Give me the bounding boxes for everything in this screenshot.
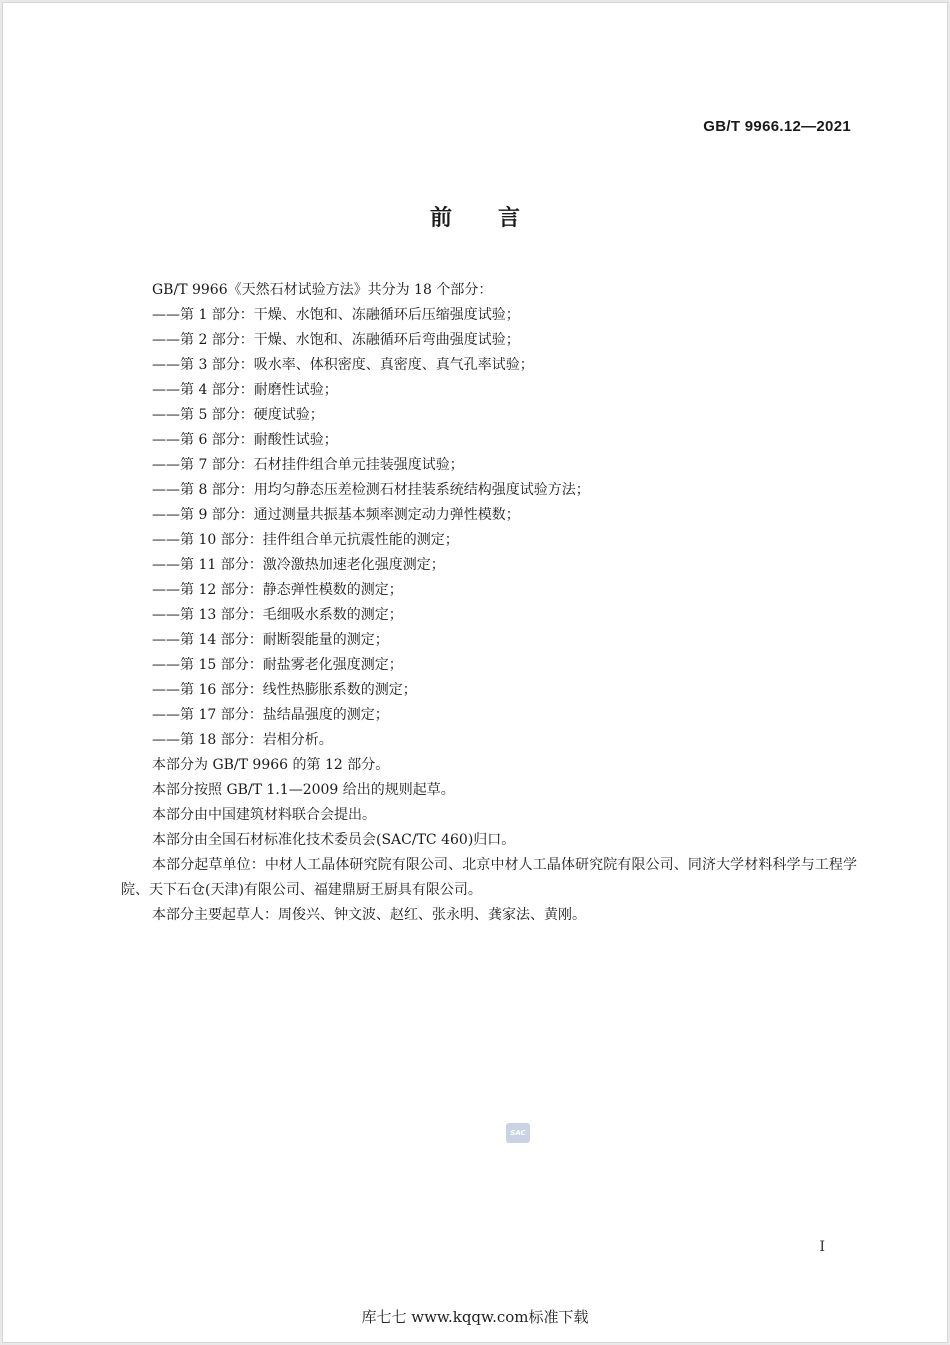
part-item-12: ——第 12 部分：静态弹性模数的测定； xyxy=(152,582,403,598)
part-item-15: ——第 15 部分：耐盐雾老化强度测定； xyxy=(152,657,403,673)
part-item-7: ——第 7 部分：石材挂件组合单元挂装强度试验； xyxy=(152,457,464,473)
standard-code: GB/T 9966.12—2021 xyxy=(703,118,851,135)
drafting-units-paragraph: 本部分起草单位：中材人工晶体研究院有限公司、北京中材人工晶体研究院有限公司、同济大学材料科学与工程学院、天下石仓(天津)有限公司、福建鼎厨王厨具有限公司。 xyxy=(121,857,857,898)
part-item-11: ——第 11 部分：激冷激热加速老化强度测定； xyxy=(152,557,445,573)
part-item-10: ——第 10 部分：挂件组合单元抗震性能的测定； xyxy=(152,532,459,548)
document-page xyxy=(2,2,948,1343)
parts-list xyxy=(121,303,857,753)
part-item-3: ——第 3 部分：吸水率、体积密度、真密度、真气孔率试验； xyxy=(152,357,534,373)
foreword-body xyxy=(121,278,857,928)
part-item-8: ——第 8 部分：用均匀静态压差检测石材挂装系统结构强度试验方法； xyxy=(152,482,590,498)
part-item-16: ——第 16 部分：线性热膨胀系数的测定； xyxy=(152,682,417,698)
page-number: I xyxy=(819,1239,825,1255)
drafters-paragraph: 本部分主要起草人：周俊兴、钟文波、赵红、张永明、龚家法、黄刚。 xyxy=(152,907,586,923)
part-item-2: ——第 2 部分：干燥、水饱和、冻融循环后弯曲强度试验； xyxy=(152,332,520,348)
part-item-5: ——第 5 部分：硬度试验； xyxy=(152,407,324,423)
page-title: 前言 xyxy=(429,206,566,231)
part-item-17: ——第 17 部分：盐结晶强度的测定； xyxy=(152,707,389,723)
part-item-4: ——第 4 部分：耐磨性试验； xyxy=(152,382,338,398)
part-item-9: ——第 9 部分：通过测量共振基本频率测定动力弹性模数； xyxy=(152,507,520,523)
statement-centralized: 本部分由全国石材标准化技术委员会(SAC/TC 460)归口。 xyxy=(152,832,516,848)
part-item-18: ——第 18 部分：岩相分析。 xyxy=(152,732,333,748)
part-item-1: ——第 1 部分：干燥、水饱和、冻融循环后压缩强度试验； xyxy=(152,307,520,323)
sac-watermark-logo: SAC xyxy=(506,1123,530,1143)
part-item-13: ——第 13 部分：毛细吸水系数的测定； xyxy=(152,607,403,623)
statement-part: 本部分为 GB/T 9966 的第 12 部分。 xyxy=(152,757,390,773)
statement-rules: 本部分按照 GB/T 1.1—2009 给出的规则起草。 xyxy=(152,782,455,798)
part-item-14: ——第 14 部分：耐断裂能量的测定； xyxy=(152,632,389,648)
statement-proposed: 本部分由中国建筑材料联合会提出。 xyxy=(152,807,376,823)
part-item-6: ——第 6 部分：耐酸性试验； xyxy=(152,432,338,448)
intro-paragraph: GB/T 9966《天然石材试验方法》共分为 18 个部分： xyxy=(152,282,493,298)
footer-text: 库七七 www.kqqw.com标准下载 xyxy=(361,1308,589,1326)
